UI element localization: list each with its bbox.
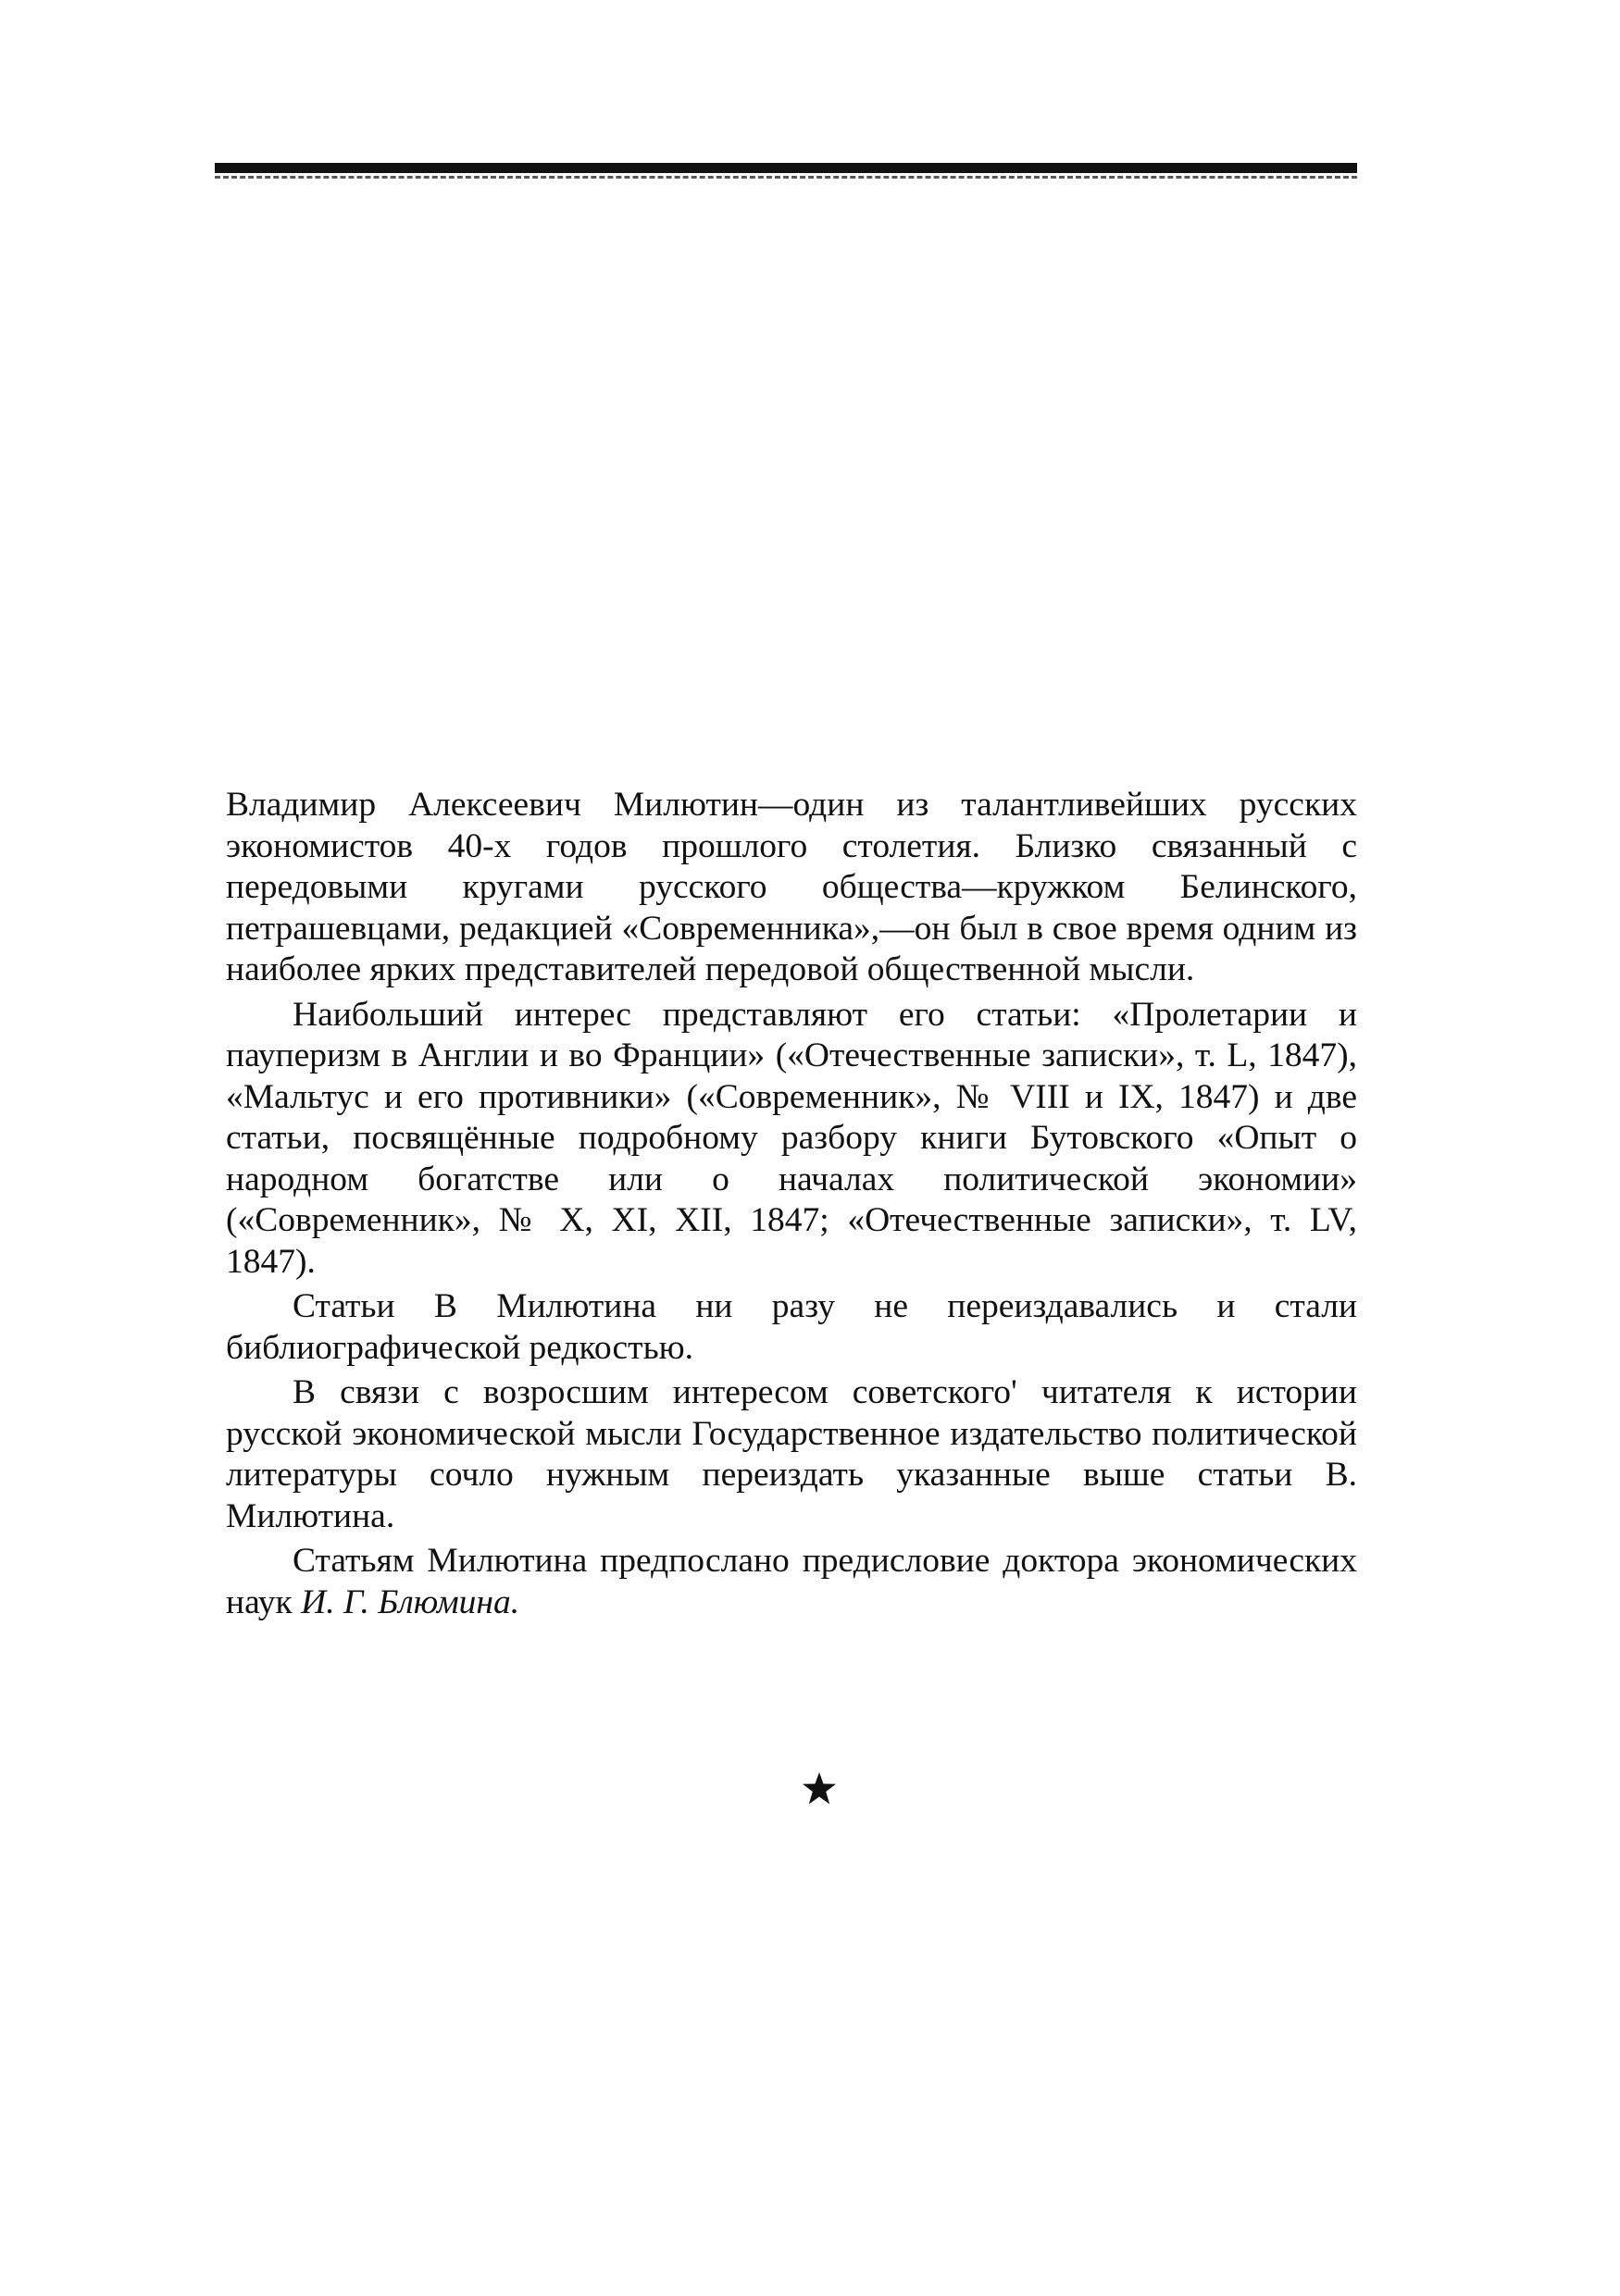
top-rule: [215, 163, 1357, 181]
paragraph-4: В связи с возросшим интересом советского' читателя к истории русской экономической мысли Государственное издательство политической литературы сочло нужным переиздать указанные выше статьи В. Милютина.: [226, 1373, 1357, 1535]
annotation-text: [226, 785, 1357, 1627]
paragraph-3: Статьи В Милютина ни разу не переиздавались и стали библиографической редкостью.: [226, 1287, 1357, 1367]
top-rule-thin-line: [215, 176, 1357, 179]
paragraph-1: Владимир Алексеевич Милютин—один из талантливейших русских экономистов 40-х годов прошлого столетия. Близко связанный с передовыми кругами русского общества—кружком Белинского, петрашевцами, редакцией «Современника»,—он был в свое время одним из наиболее ярких представителей передовой общественной мысли.: [226, 786, 1357, 988]
preface-author-name: И. Г. Блюмина.: [301, 1582, 520, 1621]
star-shape: [803, 1772, 836, 1805]
star-icon: [802, 1771, 837, 1806]
paragraph-5-text: Статьям Милютина предпослано предисловие доктора экономических наук: [226, 1542, 1357, 1621]
paragraph-2: Наибольший интерес представляют его статьи: «Пролетарии и пауперизм в Англии и во Франции» («Отечественные записки», т. L, 1847), «Мальтус и его противники» («Современник», № VIII и IX, 1847) и две статьи, посвящённые подробному разбору книги Бутовского «Опыт о народном богатстве или о началах политической экономии» («Современник», № X, XI, XII, 1847; «Отечественные записки», т. LV, 1847).: [226, 995, 1357, 1281]
top-rule-thick-line: [215, 163, 1357, 173]
paragraph-5: [226, 1541, 1357, 1623]
